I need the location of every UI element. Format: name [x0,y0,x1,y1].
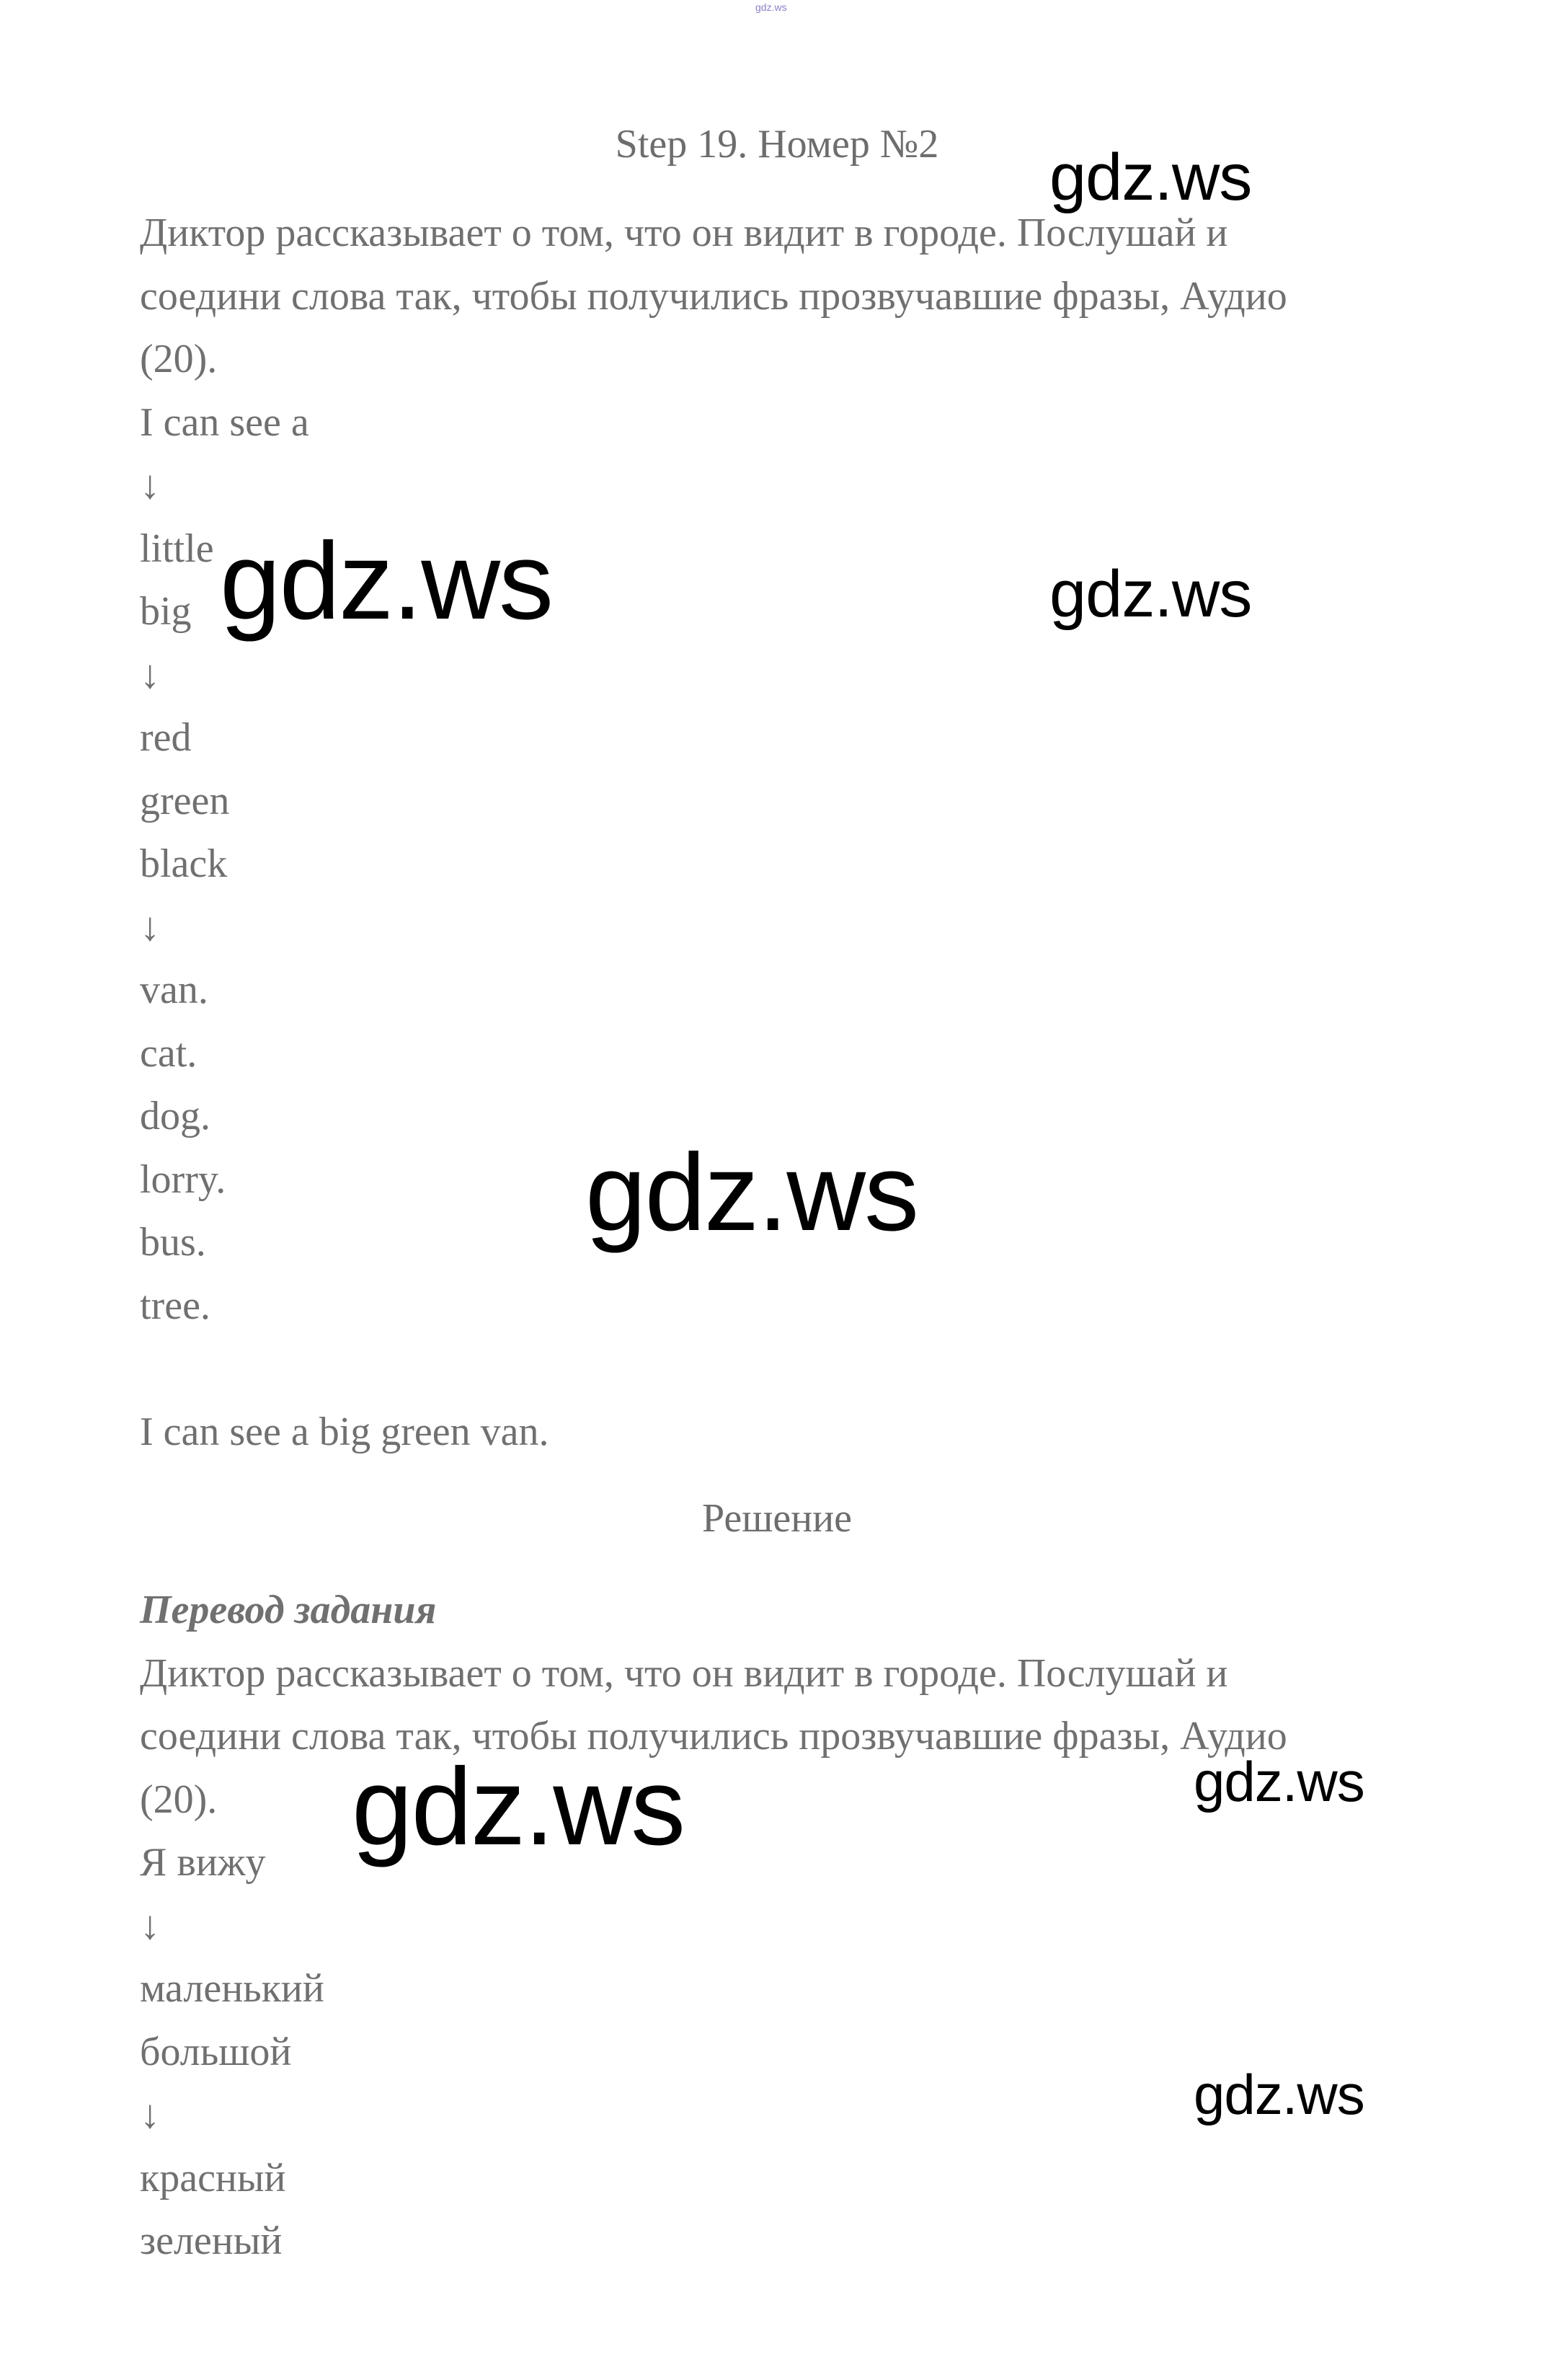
word-option: black [140,841,228,886]
solution-heading: Решение [701,1496,853,1541]
arrow-down-icon: ↓ [140,904,160,950]
watermark: gdz.ws [1049,557,1252,631]
word-option: van. [140,968,208,1012]
word-option: big [140,589,192,634]
example-sentence: I can see a big green van. [140,1409,549,1454]
word-option: маленький [140,1966,324,2011]
arrow-down-icon: ↓ [140,2092,160,2137]
word-option: dog. [140,1094,210,1138]
word-option: bus. [140,1220,206,1265]
arrow-down-icon: ↓ [140,463,160,508]
word-option: tree. [140,1283,210,1328]
watermark: gdz.ws [585,1131,918,1254]
watermark: gdz.ws [220,520,553,642]
word-option: red [140,715,192,760]
task-block [140,202,1408,1464]
word-option: зеленый [140,2218,283,2263]
watermark: gdz.ws [352,1746,685,1868]
spacer [140,1337,1408,1401]
translation-line: соедини слова так, чтобы получились прозвучавшие фразы, Аудио [140,1714,1287,1759]
word-option: большой [140,2029,292,2074]
word-option: lorry. [140,1156,226,1202]
watermark: gdz.ws [1194,2063,1364,2126]
watermark: gdz.ws [1194,1750,1364,1813]
page-title: Step 19. Номер №2 [615,122,939,167]
task-line: I can see a [140,399,309,445]
translation-line: Я вижу [140,1840,266,1885]
translation-line: Диктор рассказывает о том, что он видит в городе. Послушай и [140,1650,1228,1696]
word-option: красный [140,2155,286,2200]
task-line: (20). [140,337,218,381]
word-option: green [140,778,230,823]
arrow-down-icon: ↓ [140,1903,160,1948]
translation-line: (20). [140,1777,218,1822]
arrow-down-icon: ↓ [140,652,160,697]
task-line: Диктор рассказывает о том, что он видит в городе. Послушай и [140,211,1228,255]
translation-heading: Перевод задания [140,1588,437,1632]
translation-block [140,1579,1408,2273]
word-option: cat. [140,1030,197,1076]
watermark: gdz.ws [1049,141,1252,214]
header-watermark: gdz.ws [755,1,787,13]
word-option: little [140,526,214,571]
task-line: соедини слова так, чтобы получились прозвучавшие фразы, Аудио [140,273,1287,319]
